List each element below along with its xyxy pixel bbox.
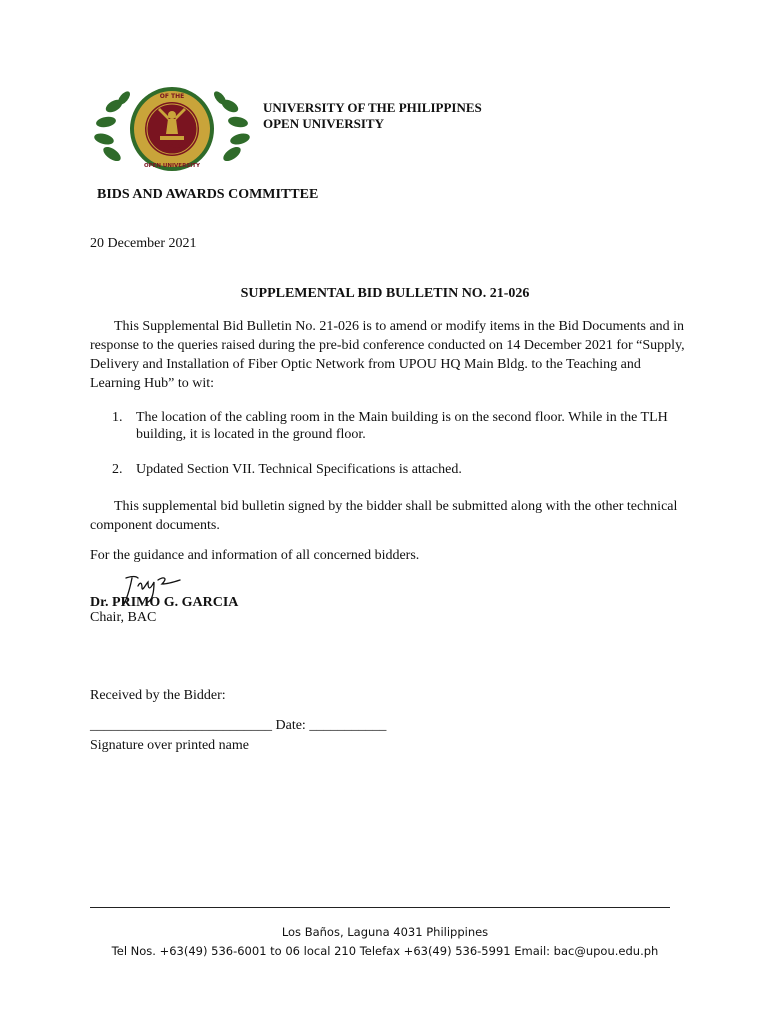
list-item-number: 1. <box>112 410 123 425</box>
seal-top-text: OF THE <box>159 93 185 100</box>
university-line-2: OPEN UNIVERSITY <box>263 116 384 131</box>
footer-contact: Tel Nos. +63(49) 536-6001 to 06 local 210 Telefax +63(49) 536-5991 Email: bac@upou.edu.ph <box>111 944 659 958</box>
committee-heading: BIDS AND AWARDS COMMITTEE <box>97 187 319 202</box>
list-item <box>112 409 687 443</box>
signature-caption: Signature over printed name <box>90 738 250 753</box>
bulletin-title: SUPPLEMENTAL BID BULLETIN NO. 21-026 <box>240 286 530 301</box>
intro-paragraph: This Supplemental Bid Bulletin No. 21-026 is to amend or modify items in the Bid Documents and in response to the queries raised during the pre-bid conference conducted on 14 December 2021 for “Supply, Delivery and Installation of Fiber Optic Network from UPOU HQ Main Bldg. to the Teaching and Learning Hub” to wit: <box>90 319 685 391</box>
received-by-label: Received by the Bidder: <box>90 688 226 703</box>
list-item-text: The location of the cabling room in the Main building is on the second floor. While in the TLH building, it is located in the ground floor. <box>136 410 668 442</box>
seal-year: 1908 <box>163 143 181 150</box>
signatory-title: Chair, BAC <box>90 610 157 625</box>
list-item-number: 2. <box>112 462 123 477</box>
list-item <box>112 461 687 478</box>
seal-bottom-text: OPEN UNIVERSITY <box>143 163 201 169</box>
footer-divider <box>90 907 670 908</box>
university-seal-icon <box>94 84 250 174</box>
footer-address: Los Baños, Laguna 4031 Philippines <box>281 925 489 939</box>
document-date: 20 December 2021 <box>90 236 197 251</box>
university-name <box>263 100 482 132</box>
signatory-name: Dr. PRIMO G. GARCIA <box>90 595 239 610</box>
guidance-paragraph: For the guidance and information of all concerned bidders. <box>90 548 420 563</box>
signature-date-blank: __________________________ Date: ___________ <box>90 718 387 733</box>
university-line-1: UNIVERSITY OF THE PHILIPPINES <box>263 100 482 115</box>
list-item-text: Updated Section VII. Technical Specifications is attached. <box>136 462 462 477</box>
submission-paragraph: This supplemental bid bulletin signed by the bidder shall be submitted along with the other technical component documents. <box>90 499 678 533</box>
